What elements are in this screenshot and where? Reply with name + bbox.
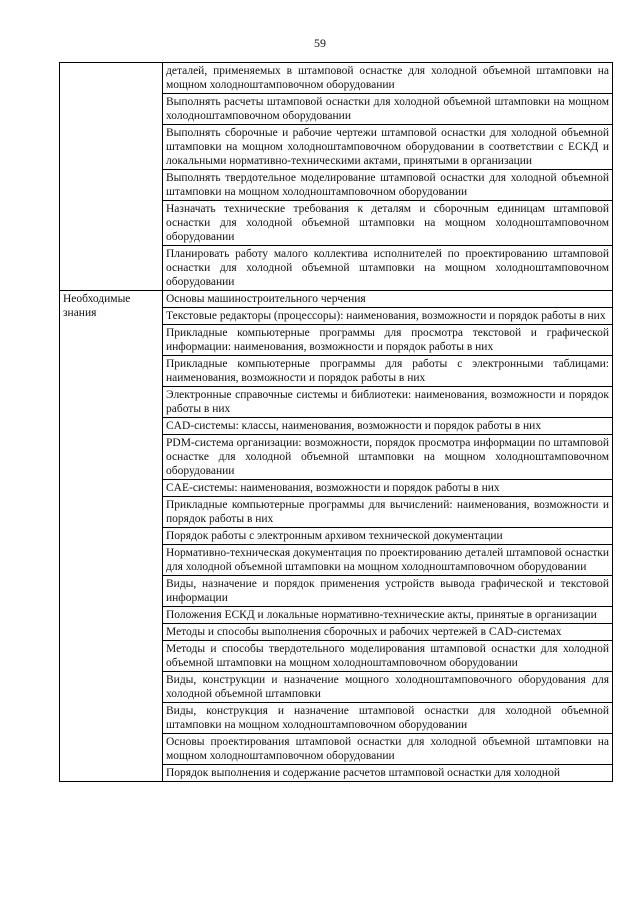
knowledge-item: Виды, конструкция и назначение штамповой оснастки для холодной объемной штамповки на мощном холодноштамповочном оборудовании: [163, 703, 613, 734]
requirements-table: [59, 62, 613, 782]
knowledge-item: Нормативно-техническая документация по проектированию деталей штамповой оснастки для холодной объемной штамповки на мощном холодноштамповочном оборудовании: [163, 545, 613, 576]
skill-item: Выполнять расчеты штамповой оснастки для холодной объемной штамповки на мощном холодноштамповочном оборудовании: [163, 94, 613, 125]
knowledge-item: Прикладные компьютерные программы для работы с электронными таблицами: наименования, возможности и порядок работы в них: [163, 356, 613, 387]
knowledge-item: Порядок выполнения и содержание расчетов штамповой оснастки для холодной: [163, 765, 613, 782]
knowledge-item: Основы машиностроительного черчения: [163, 291, 613, 308]
knowledge-item: Текстовые редакторы (процессоры): наименования, возможности и порядок работы в них: [163, 308, 613, 325]
knowledge-item: Прикладные компьютерные программы для вычислений: наименования, возможности и порядок работы в них: [163, 497, 613, 528]
knowledge-label-cell: Необходимые знания: [60, 291, 163, 782]
skills-label-cell: [60, 63, 163, 291]
page-number: 59: [314, 36, 326, 50]
knowledge-item: Методы и способы выполнения сборочных и рабочих чертежей в CAD-системах: [163, 624, 613, 641]
knowledge-item: CAE-системы: наименования, возможности и порядок работы в них: [163, 480, 613, 497]
knowledge-item: Виды, назначение и порядок применения устройств вывода графической и текстовой информации: [163, 576, 613, 607]
knowledge-item: Виды, конструкции и назначение мощного холодноштамповочного оборудования для холодной объемной штамповки: [163, 672, 613, 703]
knowledge-item: Методы и способы твердотельного моделирования штамповой оснастки для холодной объемной штамповки на мощном холодноштамповочном оборудовании: [163, 641, 613, 672]
table-row: [60, 63, 613, 94]
knowledge-item: Порядок работы с электронным архивом технической документации: [163, 528, 613, 545]
skill-item: Планировать работу малого коллектива исполнителей по проектированию штамповой оснастки для холодной объемной штамповки на мощном холодноштамповочном оборудовании: [163, 246, 613, 291]
knowledge-item: Электронные справочные системы и библиотеки: наименования, возможности и порядок работы в них: [163, 387, 613, 418]
skill-item: Выполнять твердотельное моделирование штамповой оснастки для холодной объемной штамповки на мощном холодноштамповочном оборудовании: [163, 170, 613, 201]
knowledge-item: Положения ЕСКД и локальные нормативно-технические акты, принятые в организации: [163, 607, 613, 624]
knowledge-item: Основы проектирования штамповой оснастки для холодной объемной штамповки на мощном холодноштамповочном оборудовании: [163, 734, 613, 765]
skill-item: Выполнять сборочные и рабочие чертежи штамповой оснастки для холодной объемной штамповки на мощном холодноштамповочном оборудовании в соответствии с ЕСКД и локальными нормативно-техническими актами, принятыми в организации: [163, 125, 613, 170]
table-row: [60, 291, 613, 308]
skill-item: Назначать технические требования к деталям и сборочным единицам штамповой оснастки для холодной объемной штамповки на мощном холодноштамповочном оборудовании: [163, 201, 613, 246]
knowledge-item: CAD-системы: классы, наименования, возможности и порядок работы в них: [163, 418, 613, 435]
skill-item: деталей, применяемых в штамповой оснастке для холодной объемной штамповки на мощном холодноштамповочном оборудовании: [163, 63, 613, 94]
knowledge-item: PDM-система организации: возможности, порядок просмотра информации по штамповой оснастке для холодной объемной штамповки на мощном холодноштамповочном оборудовании: [163, 435, 613, 480]
knowledge-item: Прикладные компьютерные программы для просмотра текстовой и графической информации: наименования, возможности и порядок работы в них: [163, 325, 613, 356]
